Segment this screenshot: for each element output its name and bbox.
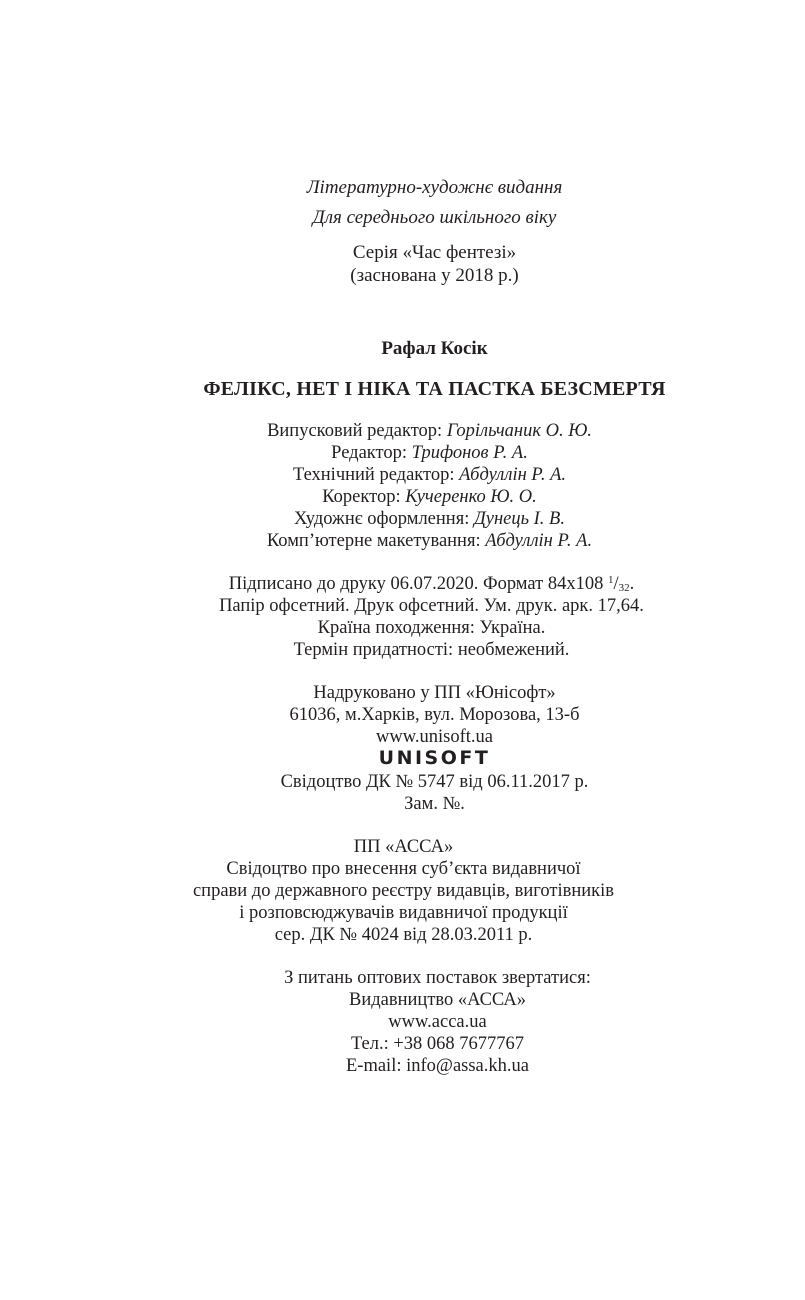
unisoft-logo: UNISOFT: [378, 747, 491, 769]
credit-person: Дунець І. В.: [473, 509, 565, 529]
publisher-text-line: сер. ДК № 4024 від 28.03.2011 р.: [274, 925, 533, 945]
signed-text: Підписано до друку 06.07.2020. Формат 84х108: [228, 574, 608, 594]
publisher-text-line: і розповсюджувачів видавничої продукції: [239, 903, 568, 923]
country-line: Країна походження: Україна.: [317, 618, 546, 638]
credit-role: Художнє оформлення:: [294, 509, 470, 529]
signed-suffix: .: [629, 574, 635, 594]
credit-line: [27, 466, 805, 485]
credit-line: [27, 510, 805, 529]
credit-person: Абдуллін Р. А.: [485, 531, 593, 551]
publisher-name: ПП «АССА»: [353, 837, 454, 857]
author-name: Рафал Косік: [381, 338, 488, 359]
wholesale-house: Видавництво «АССА»: [349, 990, 526, 1010]
credit-role: Технічний редактор:: [292, 465, 455, 485]
printer-website: www.unisoft.ua: [376, 727, 493, 747]
wholesale-intro: З питань оптових поставок звертатися:: [284, 968, 591, 988]
wholesale-email: E-mail: info@assa.kh.ua: [346, 1056, 529, 1076]
shelf-life-line: Термін придатності: необмежений.: [293, 640, 570, 660]
credit-person: Горільчаник О. Ю.: [446, 421, 592, 441]
publisher-text-line: справи до державного реєстру видавців, виготівників: [192, 881, 615, 901]
credit-person: Кучеренко Ю. О.: [405, 487, 537, 507]
signed-line: Підписано до друку 06.07.2020. Формат 84х108 $^1/_{32}$.: [228, 574, 635, 594]
credit-role: Випусковий редактор:: [267, 421, 443, 441]
publisher-text-line: Свідоцтво про внесення суб’єкта видавничої: [226, 859, 581, 879]
paper-line: Папір офсетний. Друк офсетний. Ум. друк. арк. 17,64.: [219, 596, 644, 616]
credit-person: Абдуллін Р. А.: [459, 465, 567, 485]
genre-line: Літературно-художнє видання: [306, 177, 563, 198]
credit-line: [27, 532, 805, 551]
credit-line: [27, 422, 805, 441]
printer-certificate: Свідоцтво ДК № 5747 від 06.11.2017 р.: [280, 772, 589, 792]
wholesale-phone: Тел.: +38 068 7677767: [350, 1034, 525, 1054]
credit-role: Редактор:: [331, 443, 408, 463]
book-title: ФЕЛІКС, НЕТ І НІКА ТА ПАСТКА БЕЗСМЕРТЯ: [203, 378, 666, 400]
wholesale-website: www.acca.ua: [388, 1012, 487, 1032]
format-fraction-numerator: 1: [607, 574, 614, 586]
credit-role: Коректор:: [322, 487, 401, 507]
credit-role: Комп’ютерне макетування:: [266, 531, 481, 551]
age-line: Для середнього шкільного віку: [312, 207, 557, 228]
series-founded-line: (заснована у 2018 р.): [350, 265, 519, 286]
series-line: Серія «Час фентезі»: [352, 242, 517, 263]
credit-line: [27, 488, 805, 507]
printer-address: 61036, м.Харків, вул. Морозова, 13-б: [289, 705, 580, 725]
printed-at-line: Надруковано у ПП «Юнісофт»: [313, 683, 556, 703]
credit-line: [27, 444, 805, 463]
order-number: Зам. №.: [404, 794, 465, 814]
format-fraction-denominator: 32: [618, 582, 630, 594]
credit-person: Трифонов Р. А.: [411, 443, 528, 463]
